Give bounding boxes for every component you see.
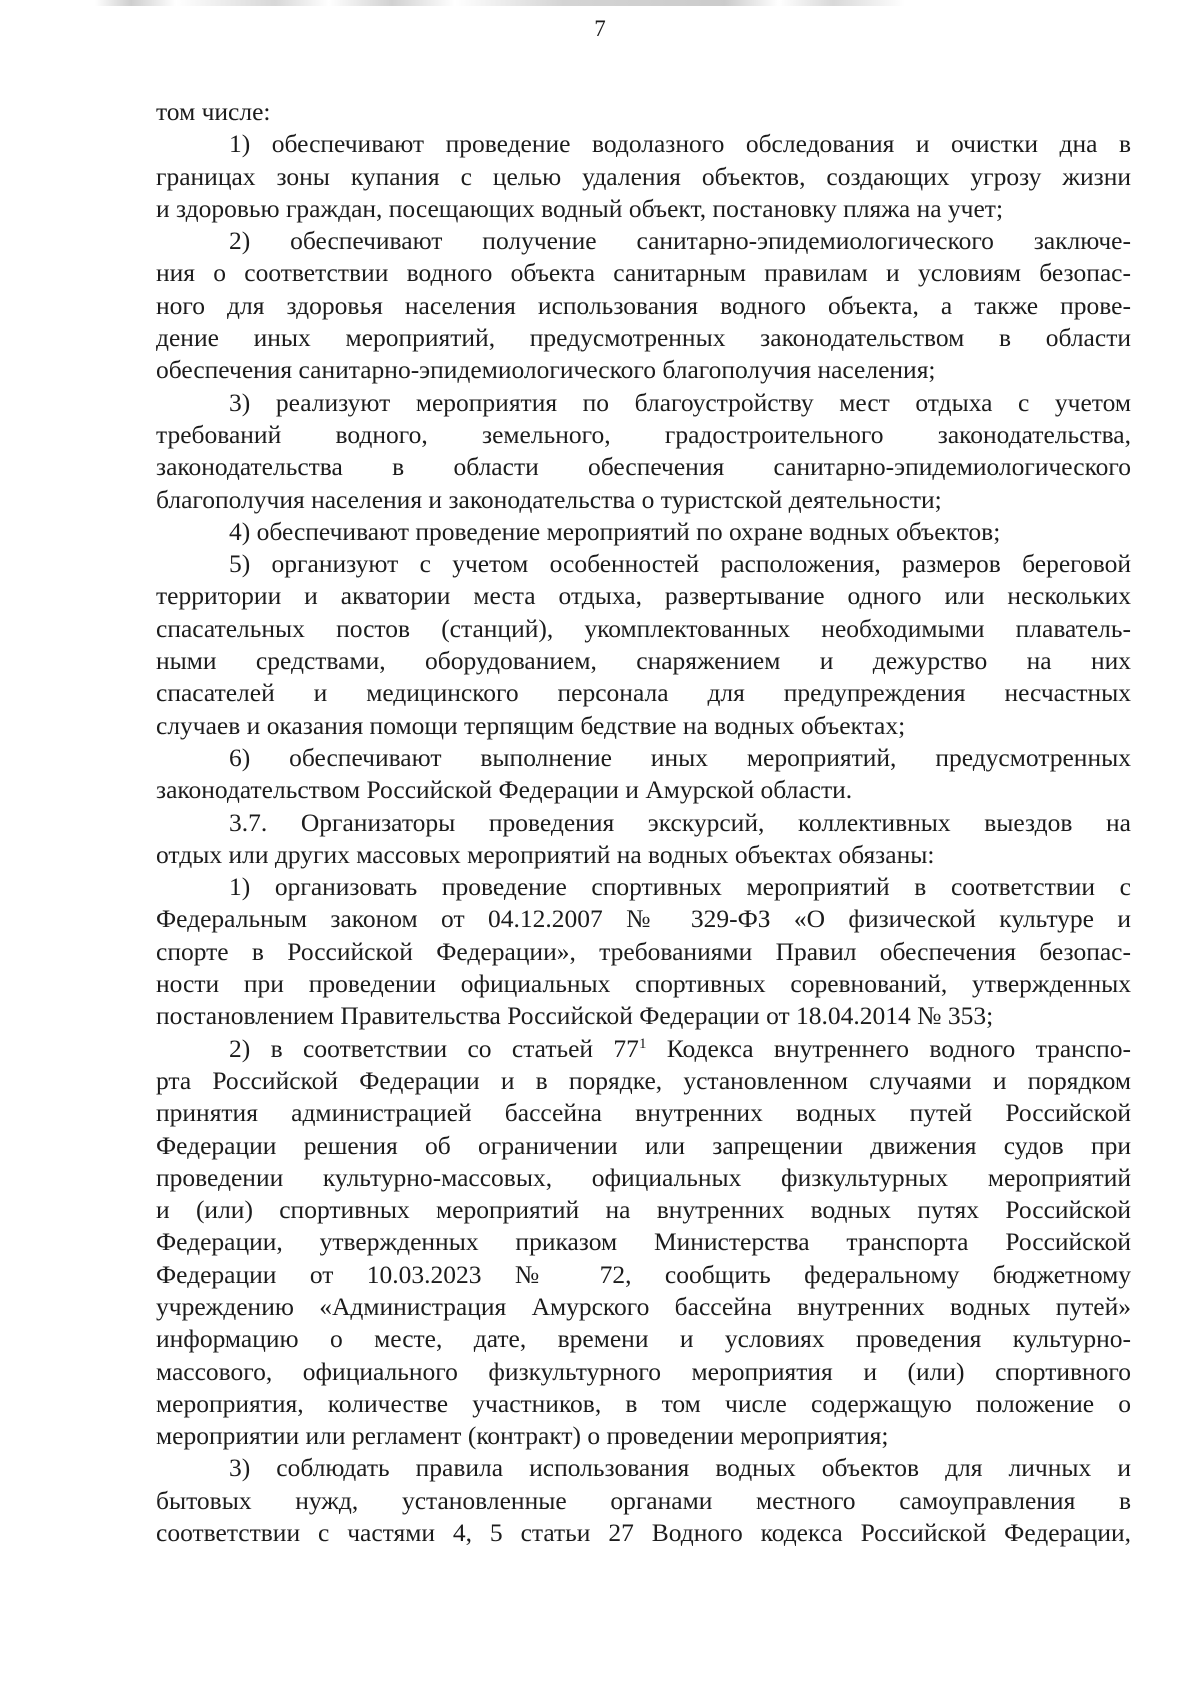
text-line — [156, 516, 1131, 548]
text-line — [156, 1097, 1131, 1129]
text-line — [156, 1323, 1131, 1355]
text-line — [156, 1291, 1131, 1323]
text-line — [156, 484, 1131, 516]
text-line-content: требований водного, земельного, градостроительного законодательства, — [156, 419, 1131, 449]
text-line-content: и (или) спортивных мероприятий на внутренних водных путях Российской — [156, 1195, 1131, 1225]
text-line-content: отдых или других массовых мероприятий на водных объектах обязаны: — [156, 839, 935, 869]
text-line-content: спасателей и медицинского персонала для предупреждения несчастных — [156, 678, 1131, 708]
text-line — [156, 257, 1131, 289]
text-line-content: массового, официального физкультурного мероприятия и (или) спортивного — [156, 1356, 1131, 1386]
text-line — [156, 419, 1131, 451]
text-line — [156, 1388, 1131, 1420]
text-line — [156, 968, 1131, 1000]
text-line-content: законодательства в области обеспечения санитарно-эпидемиологического — [156, 452, 1131, 482]
text-line-content: 4) обеспечивают проведение мероприятий по охране водных объектов; — [229, 516, 1001, 546]
text-line-content: ности при проведении официальных спортивных соревнований, утвержденных — [156, 969, 1131, 999]
text-line — [156, 774, 1131, 806]
text-line — [156, 580, 1131, 612]
text-line-content: и здоровью граждан, посещающих водный объект, постановку пляжа на учет; — [156, 193, 1004, 223]
text-line — [156, 548, 1131, 580]
text-line-content: 5) организуют с учетом особенностей расположения, размеров береговой — [229, 549, 1131, 579]
text-line — [156, 1194, 1131, 1226]
text-line — [156, 613, 1131, 645]
text-line-content: информацию о месте, дате, времени и условиях проведения культурно- — [156, 1324, 1131, 1354]
text-line — [156, 290, 1131, 322]
text-line-content: постановлением Правительства Российской Федерации от 18.04.2014 № 353; — [156, 1001, 994, 1031]
page-number: 7 — [594, 16, 606, 41]
text-line-content: том числе: — [156, 97, 271, 126]
text-line — [156, 807, 1131, 839]
text-line-content: спорте в Российской Федерации», требованиями Правил обеспечения безопас- — [156, 936, 1131, 966]
text-line-content: ния о соответствии водного объекта санитарным правилам и условиям безопас- — [156, 258, 1131, 288]
text-line-content: ными средствами, оборудованием, снаряжением и дежурство на них — [156, 646, 1131, 676]
text-line-content: 3) реализуют мероприятия по благоустройству мест отдыха с учетом — [229, 387, 1131, 417]
text-line-content: проведении культурно-массовых, официальных физкультурных мероприятий — [156, 1162, 1131, 1192]
text-line-content: дение иных мероприятий, предусмотренных законодательством в области — [156, 323, 1131, 353]
text-line-content: спасательных постов (станций), укомплектованных необходимыми плаватель- — [156, 613, 1131, 643]
text-line-content: мероприятии или регламент (контракт) о проведении мероприятия; — [156, 1421, 889, 1451]
text-line — [156, 161, 1131, 193]
text-line-content: 2) в соответствии со статьей 77 — [229, 1033, 639, 1063]
text-line-content: случаев и оказания помощи терпящим бедствие на водных объектах; — [156, 710, 906, 740]
text-line — [156, 645, 1131, 677]
text-line — [156, 1162, 1131, 1194]
text-line-continuation: Кодекса внутреннего водного транспо- — [646, 1033, 1131, 1063]
text-line-content: рта Российской Федерации и в порядке, установленном случаями и порядком — [156, 1065, 1131, 1095]
text-line-content: 3.7. Организаторы проведения экскурсий, коллективных выездов на — [229, 807, 1131, 837]
text-line — [156, 387, 1131, 419]
text-line — [156, 903, 1131, 935]
text-line-content: обеспечения санитарно-эпидемиологического благополучия населения; — [156, 355, 936, 385]
scan-top-edge — [95, 0, 995, 6]
text-line-content: мероприятия, количестве участников, в том числе содержащую положение о — [156, 1388, 1131, 1418]
text-line — [156, 1420, 1131, 1452]
text-line-content: Федерации от 10.03.2023 № 72, сообщить федеральному бюджетному — [156, 1259, 1131, 1289]
text-line-content: 1) обеспечивают проведение водолазного обследования и очистки дна в — [229, 129, 1131, 159]
text-line-content: 6) обеспечивают выполнение иных мероприятий, предусмотренных — [229, 742, 1131, 772]
text-line — [156, 710, 1131, 742]
text-line — [156, 1259, 1131, 1291]
text-line-content: законодательством Российской Федерации и Амурской области. — [156, 775, 853, 805]
text-line — [156, 128, 1131, 160]
text-line-content: бытовых нужд, установленные органами местного самоуправления в — [156, 1485, 1131, 1515]
text-line-content: учреждению «Администрация Амурского бассейна внутренних водных путей» — [156, 1291, 1131, 1321]
text-line-content: принятия администрацией бассейна внутренних водных путей Российской — [156, 1098, 1131, 1128]
text-line-content: соответствии с частями 4, 5 статьи 27 Водного кодекса Российской Федерации, — [156, 1518, 1131, 1548]
text-line-content: Федеральным законом от 04.12.2007 № 329-ФЗ «О физической культуре и — [156, 904, 1131, 934]
text-line-content: границах зоны купания с целью удаления объектов, создающих угрозу жизни — [156, 161, 1131, 191]
text-line — [156, 225, 1131, 257]
text-line — [156, 1485, 1131, 1517]
text-line-content: Федерации, утвержденных приказом Министерства транспорта Российской — [156, 1227, 1131, 1257]
text-line — [156, 742, 1131, 774]
text-line — [156, 871, 1131, 903]
text-line — [156, 1517, 1131, 1549]
text-line — [156, 96, 1131, 128]
text-line — [156, 677, 1131, 709]
text-line-content: 2) обеспечивают получение санитарно-эпидемиологического заключе- — [229, 226, 1131, 256]
text-line — [156, 1130, 1131, 1162]
text-line — [156, 451, 1131, 483]
text-line — [156, 1033, 1131, 1065]
document-body — [156, 96, 1131, 1549]
text-line — [156, 936, 1131, 968]
text-line-content: ного для здоровья населения использования водного объекта, а также прове- — [156, 290, 1131, 320]
text-line — [156, 1356, 1131, 1388]
text-line-content: территории и акватории места отдыха, развертывание одного или нескольких — [156, 581, 1131, 611]
text-line — [156, 1065, 1131, 1097]
text-line-content: 3) соблюдать правила использования водных объектов для личных и — [229, 1453, 1131, 1483]
text-line — [156, 1000, 1131, 1032]
text-line — [156, 1226, 1131, 1258]
text-line-content: 1) организовать проведение спортивных мероприятий в соответствии с — [229, 872, 1131, 902]
text-line — [156, 839, 1131, 871]
text-line — [156, 354, 1131, 386]
text-line — [156, 193, 1131, 225]
superscript: 1 — [638, 1035, 647, 1052]
text-line — [156, 322, 1131, 354]
text-line-content: благополучия населения и законодательства о туристской деятельности; — [156, 484, 942, 514]
text-line — [156, 1452, 1131, 1484]
text-line-content: Федерации решения об ограничении или запрещении движения судов при — [156, 1130, 1131, 1160]
